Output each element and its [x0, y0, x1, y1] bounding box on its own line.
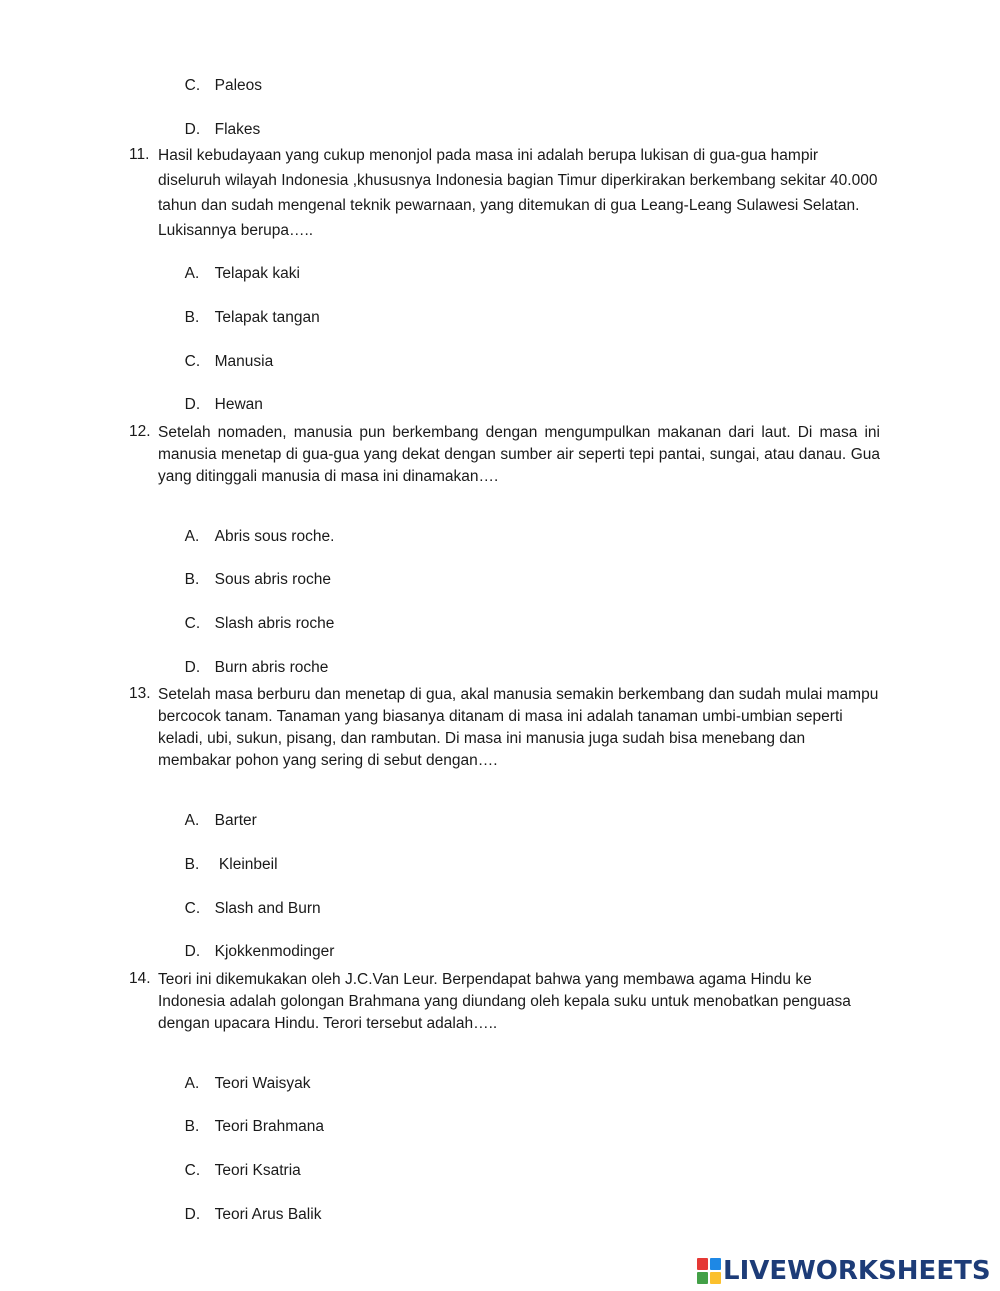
- option-letter: C.: [184, 615, 201, 632]
- option-text: Sous abris roche: [214, 571, 331, 588]
- question-number: 14.: [129, 970, 151, 987]
- option-letter: B.: [184, 856, 200, 873]
- option-letter: B.: [184, 309, 200, 326]
- option-letter: C.: [184, 77, 201, 94]
- option-letter: D.: [184, 121, 201, 138]
- option-text: Slash abris roche: [214, 615, 335, 632]
- option-text: Telapak kaki: [214, 265, 300, 282]
- option-d[interactable]: [176, 103, 260, 139]
- option-text: Burn abris roche: [214, 659, 329, 676]
- option-d[interactable]: [176, 641, 328, 677]
- option-b[interactable]: [176, 553, 331, 589]
- option-c[interactable]: [176, 335, 273, 371]
- option-d[interactable]: [176, 378, 263, 414]
- option-letter: C.: [184, 900, 201, 917]
- question-number: 12.: [129, 423, 151, 440]
- option-letter: A.: [184, 528, 200, 545]
- option-c[interactable]: [176, 59, 262, 95]
- option-b[interactable]: [176, 1100, 324, 1136]
- option-d[interactable]: [176, 925, 334, 961]
- option-text: Manusia: [214, 353, 274, 370]
- liveworksheets-logo-icon: [697, 1258, 721, 1284]
- option-letter: A.: [184, 265, 200, 282]
- option-letter: C.: [184, 1162, 201, 1179]
- option-letter: C.: [184, 353, 201, 370]
- question-number: 11.: [129, 146, 150, 163]
- option-text: Slash and Burn: [214, 900, 321, 917]
- option-c[interactable]: [176, 597, 334, 633]
- option-text: Teori Waisyak: [214, 1075, 311, 1092]
- option-letter: B.: [184, 571, 200, 588]
- option-letter: A.: [184, 1075, 200, 1092]
- option-a[interactable]: [176, 247, 300, 283]
- option-a[interactable]: [176, 1057, 311, 1093]
- option-text: Kjokkenmodinger: [214, 943, 335, 960]
- option-letter: B.: [184, 1118, 200, 1135]
- option-text: Teori Ksatria: [214, 1162, 301, 1179]
- option-text: Teori Arus Balik: [214, 1206, 322, 1223]
- option-d[interactable]: [176, 1188, 321, 1224]
- option-letter: D.: [184, 396, 201, 413]
- option-text: Abris sous roche.: [214, 528, 335, 545]
- option-letter: A.: [184, 812, 200, 829]
- option-text: Barter: [214, 812, 257, 829]
- logo-text: LIVEWORKSHEETS: [723, 1256, 991, 1286]
- option-text: Paleos: [214, 77, 263, 94]
- option-b[interactable]: [176, 291, 320, 327]
- option-a[interactable]: [176, 794, 257, 830]
- option-text: Hewan: [214, 396, 263, 413]
- option-letter: D.: [184, 1206, 201, 1223]
- option-text: Flakes: [214, 121, 261, 138]
- question-text: Setelah masa berburu dan menetap di gua, akal manusia semakin berkembang dan sudah mulai mampu bercocok tanam. Tanaman yang biasanya ditanam di masa ini adalah tanaman umbi-umbian seperti keladi, ubi, sukun, pisang, dan rambutan. Di masa ini manusia juga sudah bisa menebang dan membakar pohon yang sering di sebut dengan….: [158, 686, 879, 769]
- liveworksheets-logo[interactable]: [697, 1255, 991, 1287]
- option-text: Teori Brahmana: [214, 1118, 325, 1135]
- question-text: Teori ini dikemukakan oleh J.C.Van Leur. Berpendapat bahwa yang membawa agama Hindu ke Indonesia adalah golongan Brahmana yang diundang oleh kepala suku untuk menobatkan penguasa dengan upacara Hindu. Terori tersebut adalah…..: [158, 971, 851, 1032]
- option-letter: D.: [184, 659, 201, 676]
- question-text: Setelah nomaden, manusia pun berkembang dengan mengumpulkan makanan dari laut. Di masa ini manusia menetap di gua-gua yang dekat dengan sumber air seperti tepi pantai, sungai, atau danau. Gua yang ditinggali manusia di masa ini dinamakan….: [158, 424, 880, 485]
- option-letter: D.: [184, 943, 201, 960]
- question-number: 13.: [129, 685, 151, 702]
- question-text: Hasil kebudayaan yang cukup menonjol pada masa ini adalah berupa lukisan di gua-gua hampir diseluruh wilayah Indonesia ,khususnya Indonesia bagian Timur diperkirakan berkembang sekitar 40.000 tahun dan sudah mengenal teknik pewarnaan, yang ditemukan di gua Leang-Leang Sulawesi Selatan. Lukisannya berupa…..: [158, 147, 878, 239]
- option-a[interactable]: [176, 510, 334, 546]
- option-c[interactable]: [176, 882, 321, 918]
- option-b[interactable]: [176, 838, 278, 874]
- option-text: Kleinbeil: [214, 856, 278, 873]
- option-c[interactable]: [176, 1144, 301, 1180]
- option-text: Telapak tangan: [214, 309, 320, 326]
